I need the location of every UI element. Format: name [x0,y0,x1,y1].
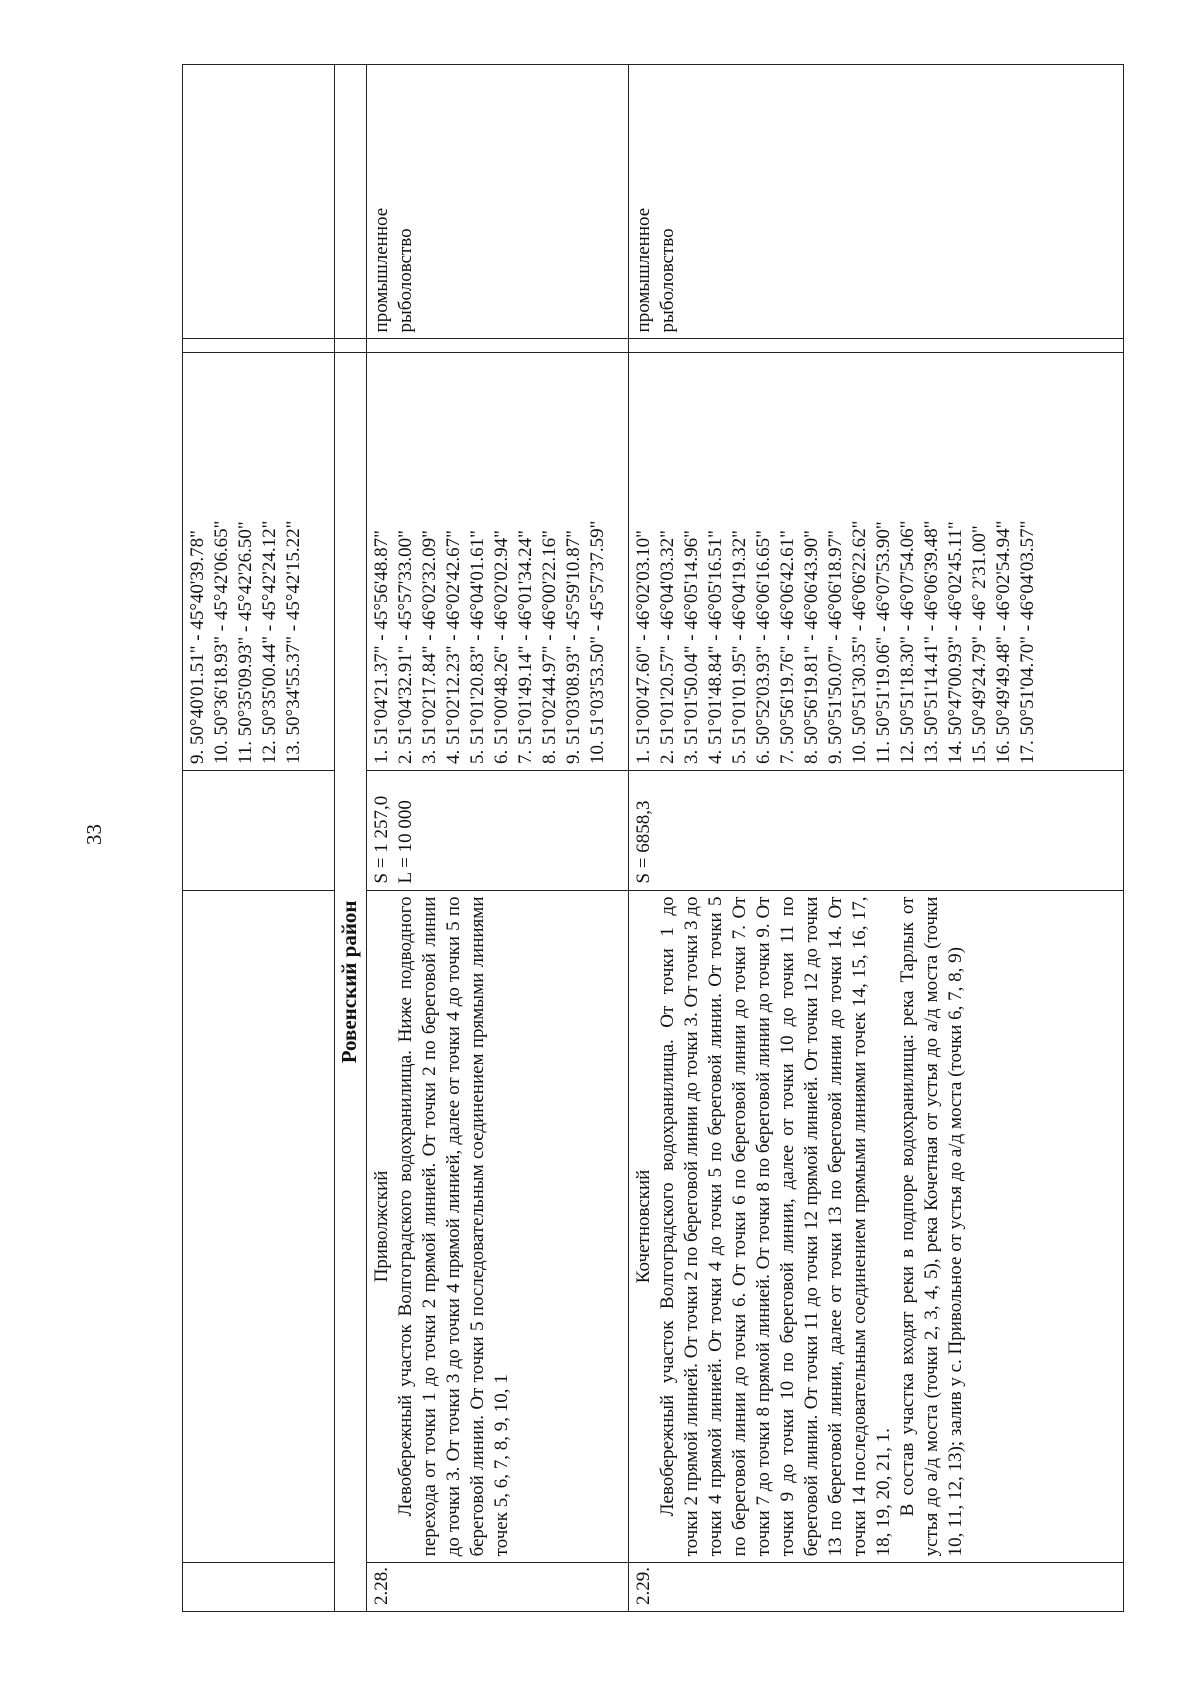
description-cell [629,890,1124,1563]
coordinate-line: 7. 51°01'49.14" - 46°01'34.24" [515,530,536,765]
coordinate-line: 13. 50°51'14.41" - 46°06'39.48" [921,520,942,765]
coordinate-line: 8. 50°56'19.81" - 46°06'43.90" [801,530,822,765]
use-line: промышленное [371,207,392,333]
coordinate-line: 8. 51°02'44.97" - 46°00'22.16" [539,530,560,765]
use-cell [183,65,335,339]
coordinate-line: 9. 50°40'01.51" - 45°40'39.78" [187,530,208,765]
description-paragraph: Левобережный участок Волгоградского водохранилища. От точки 1 до точки 2 прямой линией. От точки 2 по береговой линии до точки 3. От точки 3 до точки 4 прямой линией. От точки 4 до точки 5 по береговой линии. От точки 5 по береговой линии до точки 6. От точки 6 по береговой линии до точки 7. От точки 7 до точки 8 прямой линией. От точки 8 по береговой линии до точки 9. От точки 9 до точки 10 по береговой линии, далее от точки 10 до точки 11 по береговой линии. От точки 11 до точки 12 прямой линией. От точки 12 до точки 13 по береговой линии, далее от точки 13 по береговой линии до точки 14. От точки 14 последовательным соединением прямыми линиями точек 14, 15, 16, 17, 18, 19, 20, 21, 1. [657,896,894,1557]
area-cell [183,771,335,891]
area-s: S = 6858,3 [633,800,654,884]
coordinate-line: 11. 50°35'09.93" - 45°42'26.50" [235,521,256,765]
area-l: L = 10 000 [395,800,416,884]
area-name: Кочетновский [633,1169,654,1284]
spacer-cell [183,339,335,352]
coordinate-line: 10. 50°51'30.35" - 46°06'22.62" [849,520,870,765]
use-line: рыболовство [395,228,416,333]
fishing-areas-table [182,64,1124,1612]
coordinate-line: 9. 51°03'08.93" - 45°59'10.87" [563,530,584,765]
region-use-cell [335,65,367,339]
coordinate-line: 17. 50°51'04.70" - 46°04'03.57" [1017,520,1038,765]
area-name: Приволжский [371,1170,392,1283]
coordinate-line: 12. 50°51'18.30" - 46°07'54.06" [897,520,918,765]
coordinate-line: 2. 51°01'20.57" - 46°04'03.32" [657,530,678,765]
coordinates-cell [367,352,629,770]
coordinates-cell [629,352,1124,770]
table-row [367,65,629,1612]
spacer-cell [335,339,367,352]
coordinate-line: 16. 50°49'49.48" - 46°02'54.94" [993,520,1014,765]
spacer-cell [367,339,629,352]
use-cell [367,65,629,339]
use-line: промышленное [633,207,654,333]
coordinate-line: 13. 50°34'55.37" - 45°42'15.22" [283,520,304,765]
coordinate-line: 3. 51°02'17.84" - 46°02'32.09" [419,530,440,765]
coordinate-line: 10. 51°03'53.50" - 45°57'37.59" [587,520,608,765]
table-row [183,65,335,1612]
description-paragraph: В состав участка входят реки в подпоре водохранилища: река Тарлык от устья до а/д моста (точки 2, 3, 4, 5), река Кочетная от устья до а/д моста (точки 10, 11, 12, 13); залив у с. Привольное от устья до а/д моста (точки 6, 7, 8, 9) [897,896,966,1557]
region-row [335,65,367,1612]
coordinate-line: 9. 50°51'50.07" - 46°06'18.97" [825,530,846,765]
coordinate-line: 12. 50°35'00.44" - 45°42'24.12" [259,520,280,765]
coordinate-line: 4. 51°01'48.84" - 46°05'16.51" [705,530,726,765]
row-number-cell [183,1563,335,1612]
table-row [629,65,1124,1612]
description-cell [183,890,335,1563]
region-title: Ровенский район [335,352,367,1611]
coordinate-line: 6. 51°00'48.26" - 46°02'02.94" [491,530,512,765]
coordinate-line: 10. 50°36'18.93" - 45°42'06.65" [211,520,232,765]
area-cell [629,771,1124,891]
area-cell [367,771,629,891]
coordinate-line: 11. 50°51'19.06" - 46°07'53.90" [873,521,894,765]
description-paragraph: Левобережный участок Волгоградского водохранилища. Ниже подводного перехода от точки 1 до точки 2 прямой линией. От точки 2 по береговой линии до точки 3. От точки 3 до точки 4 прямой линией, далее от точки 4 до точки 5 по береговой линии. От точки 5 последовательным соединением прямыми линиями точек 5, 6, 7, 8, 9, 10, 1 [395,896,512,1557]
area-s: S = 1 257,0 [371,795,392,884]
coordinate-line: 5. 51°01'01.95" - 46°04'19.32" [729,530,750,765]
coordinate-line: 5. 51°01'20.83" - 46°04'01.61" [467,530,488,765]
coordinate-line: 14. 50°47'00.93" - 46°02'45.11" [945,521,966,765]
page-number: 33 [82,824,106,845]
coordinate-line: 4. 51°02'12.23" - 46°02'42.67" [443,530,464,765]
use-cell [629,65,1124,339]
coordinate-line: 1. 51°00'47.60" - 46°02'03.10" [633,530,654,765]
spacer-cell [629,339,1124,352]
use-line: рыболовство [657,228,678,333]
description-cell [367,890,629,1563]
rotated-table-wrapper [182,64,1124,1612]
coordinate-line: 15. 50°49'24.79" - 46° 2'31.00" [969,525,990,765]
row-number: 2.29. [629,1563,1124,1612]
coordinate-line: 3. 51°01'50.04" - 46°05'14.96" [681,530,702,765]
coordinate-line: 1. 51°04'21.37" - 45°56'48.87" [371,530,392,765]
coordinates-cell [183,352,335,770]
coordinate-line: 7. 50°56'19.76" - 46°06'42.61" [777,530,798,765]
coordinate-line: 6. 50°52'03.93" - 46°06'16.65" [753,530,774,765]
row-number: 2.28. [367,1563,629,1612]
coordinate-line: 2. 51°04'32.91" - 45°57'33.00" [395,530,416,765]
